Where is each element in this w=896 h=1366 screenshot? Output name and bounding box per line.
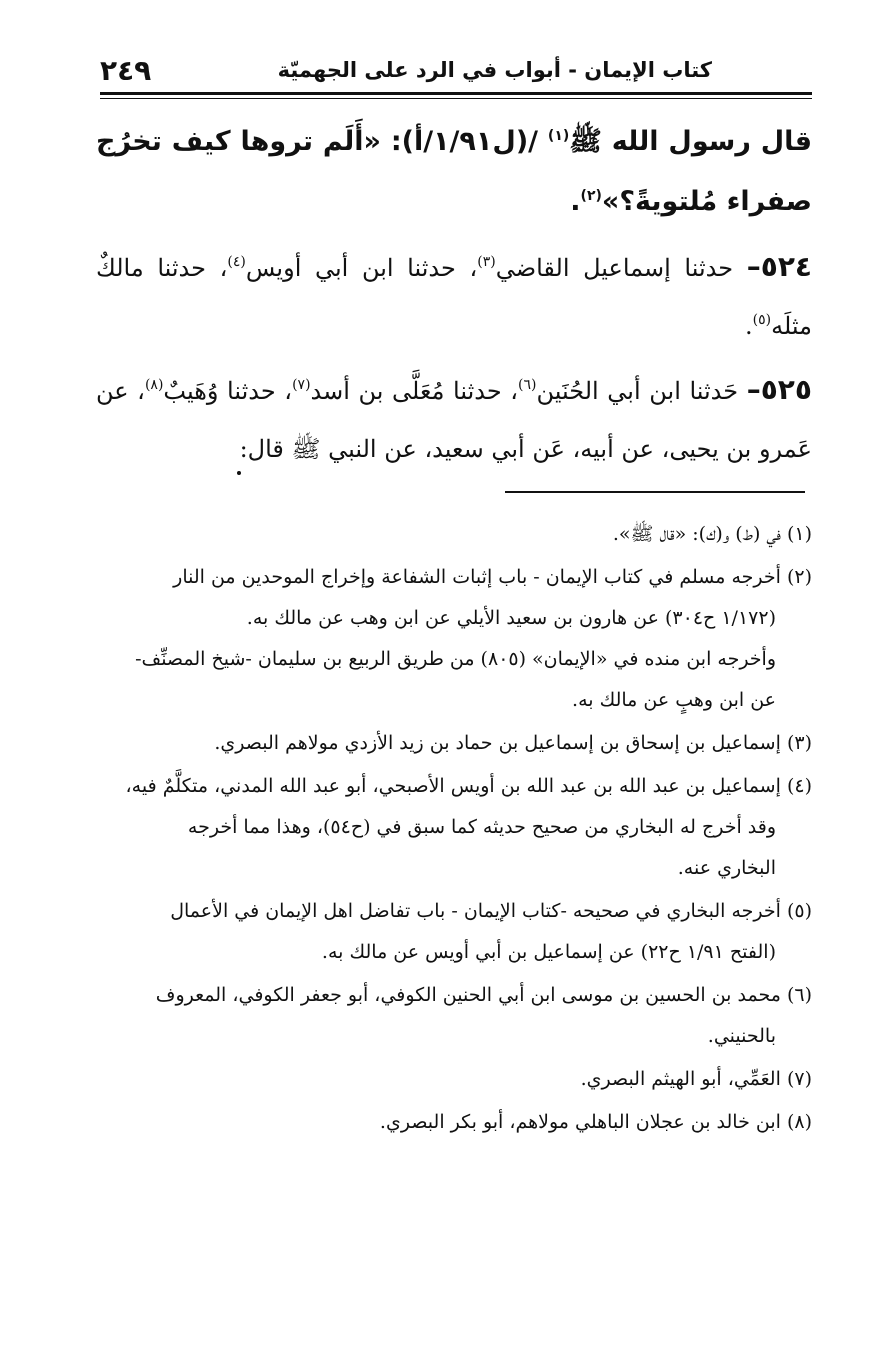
- footnote-text: وقد أخرج له البخاري من صحيح حديثه كما سبق في (ح٥٤)، وهذا مما أخرجه: [187, 816, 776, 838]
- footnote-ref-4[interactable]: (٤): [227, 254, 246, 270]
- isnad-text: ، حدثنا وُهَيبٌ: [163, 377, 293, 405]
- isnad-text: ، حدثنا ابن أبي أويس: [245, 254, 478, 282]
- header-rule-thin: [100, 98, 812, 99]
- header-rule: [100, 92, 812, 95]
- footnote-ref-1[interactable]: (١): [547, 128, 570, 144]
- footnote-id: (٨): [786, 1111, 812, 1133]
- isnad-text: ، حدثنا مُعَلَّى بن أسد: [310, 377, 519, 405]
- running-header: [100, 52, 812, 90]
- page-number: ٢٤٩: [100, 54, 152, 87]
- footnote-text: العَمِّي، أبو الهيثم البصري.: [580, 1068, 781, 1090]
- header-title: كتاب الإيمان - أبواب في الرد على الجهميّة: [277, 58, 712, 82]
- footnote-id: (١): [786, 523, 812, 545]
- hadith-525: [96, 361, 812, 478]
- footnote-text: أخرجه البخاري في صحيحه -كتاب الإيمان - باب تفاضل اهل الإيمان في الأعمال: [170, 900, 781, 922]
- footnote-7: [96, 1059, 812, 1100]
- footnotes: [96, 514, 812, 1145]
- isnad-text: .: [744, 312, 753, 340]
- footnote-text: إسماعيل بن عبد الله بن عبد الله بن أويس الأصبحي، أبو عبد الله المدني، متكلَّمٌ فيه،: [125, 775, 781, 797]
- main-text: [96, 112, 812, 484]
- footnote-text: البخاري عنه.: [677, 857, 776, 879]
- statement-text: .: [570, 186, 581, 217]
- hadith-number: ٥٢٤–: [746, 250, 813, 283]
- footnote-separator: [505, 491, 805, 493]
- footnote-ref-8[interactable]: (٨): [144, 377, 164, 393]
- footnote-id: (٢): [786, 566, 812, 588]
- statement-text: /(ل١/٩١/أ): «أَلَم تروها كيف تخرُج صفراء مُلتويةً؟»: [96, 126, 812, 217]
- statement-text: قال رسول الله ﷺ: [569, 126, 812, 157]
- footnote-ref-7[interactable]: (٧): [292, 377, 311, 393]
- footnote-id: (٦): [786, 984, 812, 1006]
- isnad-text: حَدثنا ابن أبي الحُنَين: [536, 377, 747, 405]
- footnote-text: محمد بن الحسين بن موسى ابن أبي الحنين الكوفي، أبو جعفر الكوفي، المعروف: [155, 984, 781, 1006]
- footnote-6: [96, 975, 812, 1057]
- footnote-id: (٤): [786, 775, 812, 797]
- hadith-number: ٥٢٥–: [746, 373, 812, 406]
- footnote-id: (٧): [786, 1068, 812, 1090]
- isnad-text: حدثنا إسماعيل القاضي: [495, 254, 747, 282]
- isnad-text: ، عن عَمرو بن يحيى، عن أبيه، عَن أبي سعيد، عن النبي ﷺ قال:: [96, 377, 812, 463]
- footnote-ref-2[interactable]: (٢): [580, 188, 602, 204]
- footnote-text: (الفتح ١/٩١ ح٢٢) عن إسماعيل بن أبي أويس عن مالك به.: [321, 941, 776, 963]
- footnote-1: [96, 514, 812, 555]
- footnote-text: بالحنيني.: [707, 1025, 776, 1047]
- footnote-text: عن ابن وهبٍ عن مالك به.: [572, 689, 776, 711]
- footnote-text: ابن خالد بن عجلان الباهلي مولاهم، أبو بكر البصري.: [379, 1111, 781, 1133]
- footnote-text: أخرجه مسلم في كتاب الإيمان - باب إثبات الشفاعة وإخراج الموحدين من النار: [173, 566, 781, 588]
- footnote-text: إسماعيل بن إسحاق بن إسماعيل بن حماد بن زيد الأزدي مولاهم البصري.: [214, 732, 781, 754]
- footnote-ref-3[interactable]: (٣): [477, 254, 496, 270]
- footnote-ref-5[interactable]: (٥): [752, 312, 772, 328]
- footnote-4: [96, 766, 812, 889]
- footnote-8: [96, 1102, 812, 1143]
- footnote-text: في (ط) و(ك): «قال ﷺ».: [612, 523, 781, 545]
- footnote-ref-6[interactable]: (٦): [518, 377, 537, 393]
- footnote-2: [96, 557, 812, 721]
- hadith-524: [96, 238, 812, 355]
- footnote-id: (٣): [786, 732, 812, 754]
- footnote-5: [96, 891, 812, 973]
- footnote-3: [96, 723, 812, 764]
- isnad-text: ، حدثنا مالكٌ مثلَه: [96, 254, 812, 340]
- prophetic-statement: [96, 112, 812, 232]
- stray-dot: [237, 471, 241, 475]
- footnote-text: وأخرجه ابن منده في «الإيمان» (٨٠٥) من طريق الربيع بن سليمان -شيخ المصنِّف-: [135, 648, 776, 670]
- footnote-text: (١/١٧٢ ح٣٠٤) عن هارون بن سعيد الأيلي عن ابن وهب عن مالك به.: [246, 607, 776, 629]
- footnote-id: (٥): [786, 900, 812, 922]
